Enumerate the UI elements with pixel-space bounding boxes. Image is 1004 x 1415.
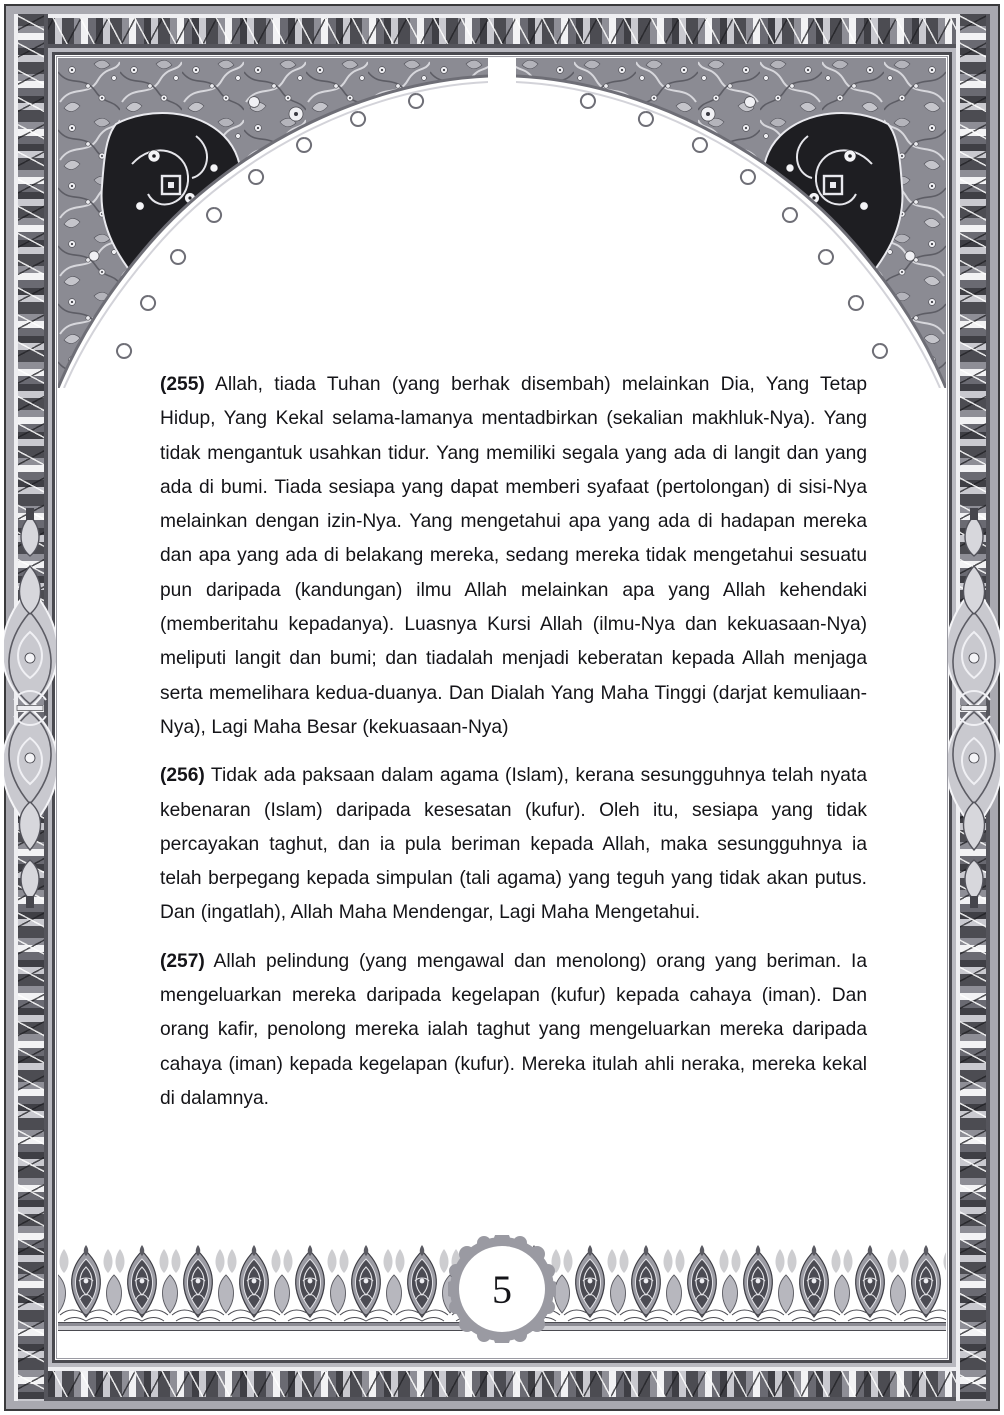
page-number: 5 (492, 1266, 512, 1312)
verse-paragraph-255 (160, 368, 867, 745)
border-braid-top (14, 14, 990, 48)
side-medallion-right (948, 508, 1000, 908)
verse-number-256: (256) (160, 765, 205, 787)
side-medallion-left (4, 508, 56, 908)
page-number-medallion (448, 1235, 556, 1343)
corner-ornament-top-left (58, 58, 488, 388)
verse-text-257: Allah pelindung (yang mengawal dan menolong) orang yang beriman. Ia mengeluarkan mereka daripada kegelapan (kufur) kepada cahaya (iman). Dan orang kafir, penolong mereka ialah taghut yang mengeluarkan mereka daripada cahaya (iman) kepada kegelapan (kufur). Mereka itulah ahli neraka, mereka kekal di dalamnya. (160, 950, 867, 1109)
verse-number-257: (257) (160, 950, 205, 972)
verse-text-255: Allah, tiada Tuhan (yang berhak disembah) melainkan Dia, Yang Tetap Hidup, Yang Kekal selama-lamanya mentadbirkan (sekalian makhluk-Nya). Yang tidak mengantuk usahkan tidur. Yang memiliki segala yang ada di langit dan yang ada di bumi. Tiada sesiapa yang dapat memberi syafaat (pertolongan) di sisi-Nya melainkan dengan izin-Nya. Yang mengetahui apa yang ada di hadapan mereka dan apa yang ada di belakang mereka, sedang mereka tidak mengetahui sesuatu pun daripada (kandungan) ilmu Allah melainkan apa yang Allah kehendaki (memberitahu kepadanya). Luasnya Kursi Allah (ilmu-Nya dan kekuasaan-Nya) meliputi langit dan bumi; dan tiadalah menjadi keberatan kepada Allah menjaga serta memelihara kedua-duanya. Dan Dialah Yang Maha Tinggi (darjat kemuliaan-Nya), Lagi Maha Besar (kekuasaan-Nya) (160, 374, 867, 738)
verse-paragraph-256 (160, 759, 867, 930)
verse-number-255: (255) (160, 374, 205, 395)
verse-paragraph-257 (160, 945, 867, 1116)
border-braid-bottom (14, 1367, 990, 1401)
corner-ornament-top-right (516, 58, 946, 388)
verse-text-block (160, 368, 867, 1116)
verse-text-256: Tidak ada paksaan dalam agama (Islam), kerana sesungguhnya telah nyata kebenaran (Islam) daripada kesesatan (kufur). Oleh itu, sesiapa yang tidak percayakan taghut, dan ia pula beriman kepada Allah, maka sesungguhnya ia telah berpegang kepada simpulan (tali agama) yang teguh yang tidak akan putus. Dan (ingatlah), Allah Maha Mendengar, Lagi Maha Mengetahui. (160, 765, 867, 924)
